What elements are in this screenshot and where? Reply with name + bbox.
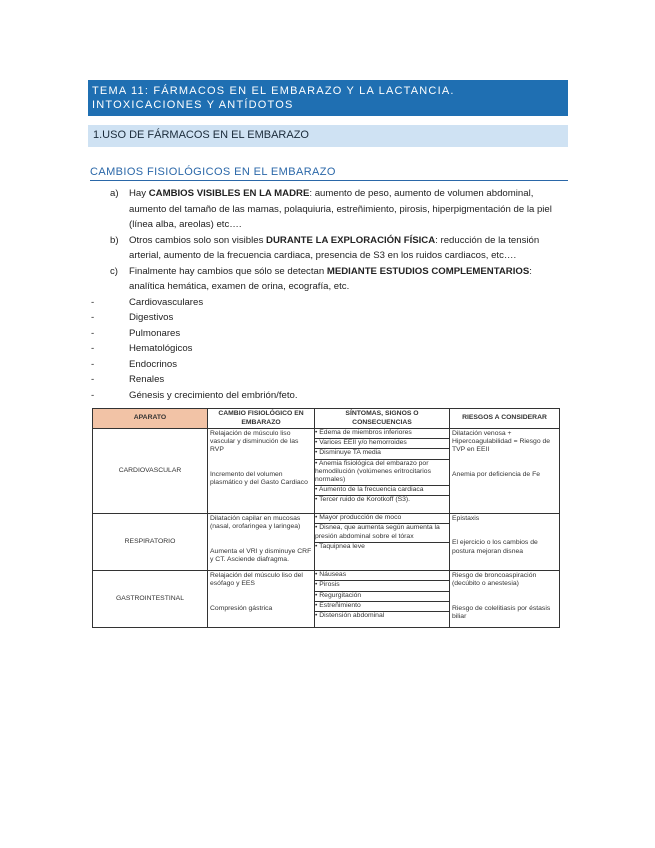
aparato-cell: RESPIRATORIO (93, 514, 208, 571)
list-item (110, 233, 568, 264)
table-header-row (93, 409, 560, 429)
bold-text: DURANTE LA EXPLORACIÓN FÍSICA (266, 234, 436, 246)
riesgos-cell (450, 429, 560, 514)
header-sintomas: SÍNTOMAS, SIGNOS O CONSECUENCIAS (315, 409, 450, 429)
list-item (110, 186, 568, 233)
cell-text: • Pirosis (315, 581, 449, 591)
sintomas-cell (315, 429, 450, 514)
bold-text: MEDIANTE ESTUDIOS COMPLEMENTARIOS (326, 265, 530, 277)
text-span: Otros cambios solo son visibles (129, 234, 267, 246)
aparato-cell: CARDIOVASCULAR (93, 429, 208, 514)
cell-text: Dilatación capilar en mucosas (nasal, orofaringea y laringea) (210, 515, 301, 531)
subheading: CAMBIOS FISIOLÓGICOS EN EL EMBARAZO (90, 166, 568, 181)
dash-text: Hematológicos (129, 343, 193, 354)
cell-text: • Taquipnea leve (315, 542, 365, 550)
cambio-cell (208, 571, 315, 628)
cell-text: • Anemia fisiológica del embarazo por hemodilución (volúmenes eritrocitarios normales) (315, 460, 449, 487)
dash-text: Endocrinos (129, 358, 177, 370)
riesgos-cell (450, 514, 560, 571)
dash-item: - Renales (91, 372, 568, 388)
text-span: : reducción de la tensión arterial, aumento de la frecuencia cardiaca, presencia de S3 en los ruidos cardiacos, etc…. (129, 234, 540, 261)
cell-text: • Disnea, que aumenta según aumenta la presión abdominal sobre el tórax (315, 524, 449, 542)
cambio-cell (208, 514, 315, 571)
table-row (93, 571, 560, 628)
cell-text: Incremento del volumen plasmático y del Gasto Cardiaco (210, 470, 308, 486)
cell-text: • Edema de miembros inferiores (315, 429, 449, 439)
table-row (93, 429, 560, 514)
dash-text: Cardiovasculares (129, 296, 204, 308)
riesgos-cell (450, 571, 560, 628)
dash-item: - Endocrinos (91, 357, 568, 373)
dash-text: Génesis y crecimiento del embrión/feto. (129, 389, 298, 401)
cell-text: Compresión gástrica (210, 604, 273, 612)
cell-text: • Varices EEII y/o hemorroides (315, 439, 449, 449)
cell-text: • Aumento de la frecuencia cardiaca (315, 486, 449, 496)
physiology-table (92, 408, 560, 628)
cell-text: • Mayor producción de moco (315, 514, 449, 524)
cell-text: • Distensión abdominal (315, 611, 385, 619)
cell-text: Relajación del músculo liso del esófago y EES (210, 572, 303, 588)
cell-text: • Náuseas (315, 571, 449, 581)
sintomas-cell (315, 571, 450, 628)
bold-text: CAMBIOS VISIBLES EN LA MADRE (148, 188, 310, 199)
topic-title-banner (88, 80, 568, 116)
header-aparato: APARATO (93, 409, 208, 429)
cell-text: Aumenta el VRI y disminuye CRF y CT. Asciende diafragma. (210, 547, 312, 563)
sintomas-cell (315, 514, 450, 571)
dash-text: Pulmonares (129, 327, 181, 339)
table-row (93, 514, 560, 571)
text-span: Hay (129, 188, 149, 199)
text-span: Finalmente hay cambios que sólo se detectan (129, 265, 327, 277)
cell-text: Epistaxis (452, 515, 480, 523)
section-heading (88, 125, 568, 147)
cell-text: • Tercer ruido de Korotkoff (S3). (315, 496, 411, 504)
list-marker: c) (110, 265, 118, 277)
cell-text: Riesgo de broncoaspiración (decúbito o anestesia) (452, 572, 537, 588)
dash-item: - Pulmonares (91, 326, 568, 342)
dash-item: - Cardiovasculares (91, 295, 568, 311)
cell-text: Anemia por deficiencia de Fe (452, 470, 541, 478)
cambio-cell (208, 429, 315, 514)
cell-text: • Regurgitación (315, 592, 449, 602)
list-marker: a) (110, 188, 119, 199)
cell-text: Relajación de músculo liso vascular y disminución de las RVP (210, 430, 299, 454)
body-content (91, 186, 568, 403)
cell-text: Riesgo de colelitiasis por éstasis biliar (452, 604, 551, 620)
dash-item: - Hematológicos (91, 341, 568, 357)
text-span: : aumento de peso, aumento de volumen abdominal, aumento del tamaño de las mamas, polaquiuria, estreñimiento, pirosis, hiperpigmentación de la piel (línea alba, areolas) etc…. (129, 188, 552, 230)
text-span: : analítica hemática, examen de orina, ecografía, etc. (129, 265, 532, 292)
dash-text: Digestivos (129, 312, 174, 323)
cell-text: • Estreñimiento (315, 602, 449, 612)
header-riesgos: RIESGOS A CONSIDERAR (450, 409, 560, 429)
list-marker: b) (110, 234, 119, 246)
section-title: 1.USO DE FÁRMACOS EN EL EMBARAZO (93, 129, 309, 141)
cell-text: • Disminuye TA media (315, 449, 449, 459)
topic-title: TEMA 11: FÁRMACOS EN EL EMBARAZO Y LA LACTANCIA. INTOXICACIONES Y ANTÍDOTOS (92, 85, 455, 111)
list-item (110, 264, 568, 295)
aparato-cell: GASTROINTESTINAL (93, 571, 208, 628)
dash-item: - Génesis y crecimiento del embrión/feto. (91, 388, 568, 404)
cell-text: El ejercicio o los cambios de postura mejoran disnea (452, 539, 538, 555)
dash-item: - Digestivos (91, 310, 568, 326)
header-cambio: CAMBIO FISIOLÓGICO EN EMBARAZO (208, 409, 315, 429)
dash-text: Renales (129, 374, 165, 385)
cell-text: Dilatación venosa + Hipercoagulabilidad = Riesgo de TVP en EEII (452, 430, 551, 454)
